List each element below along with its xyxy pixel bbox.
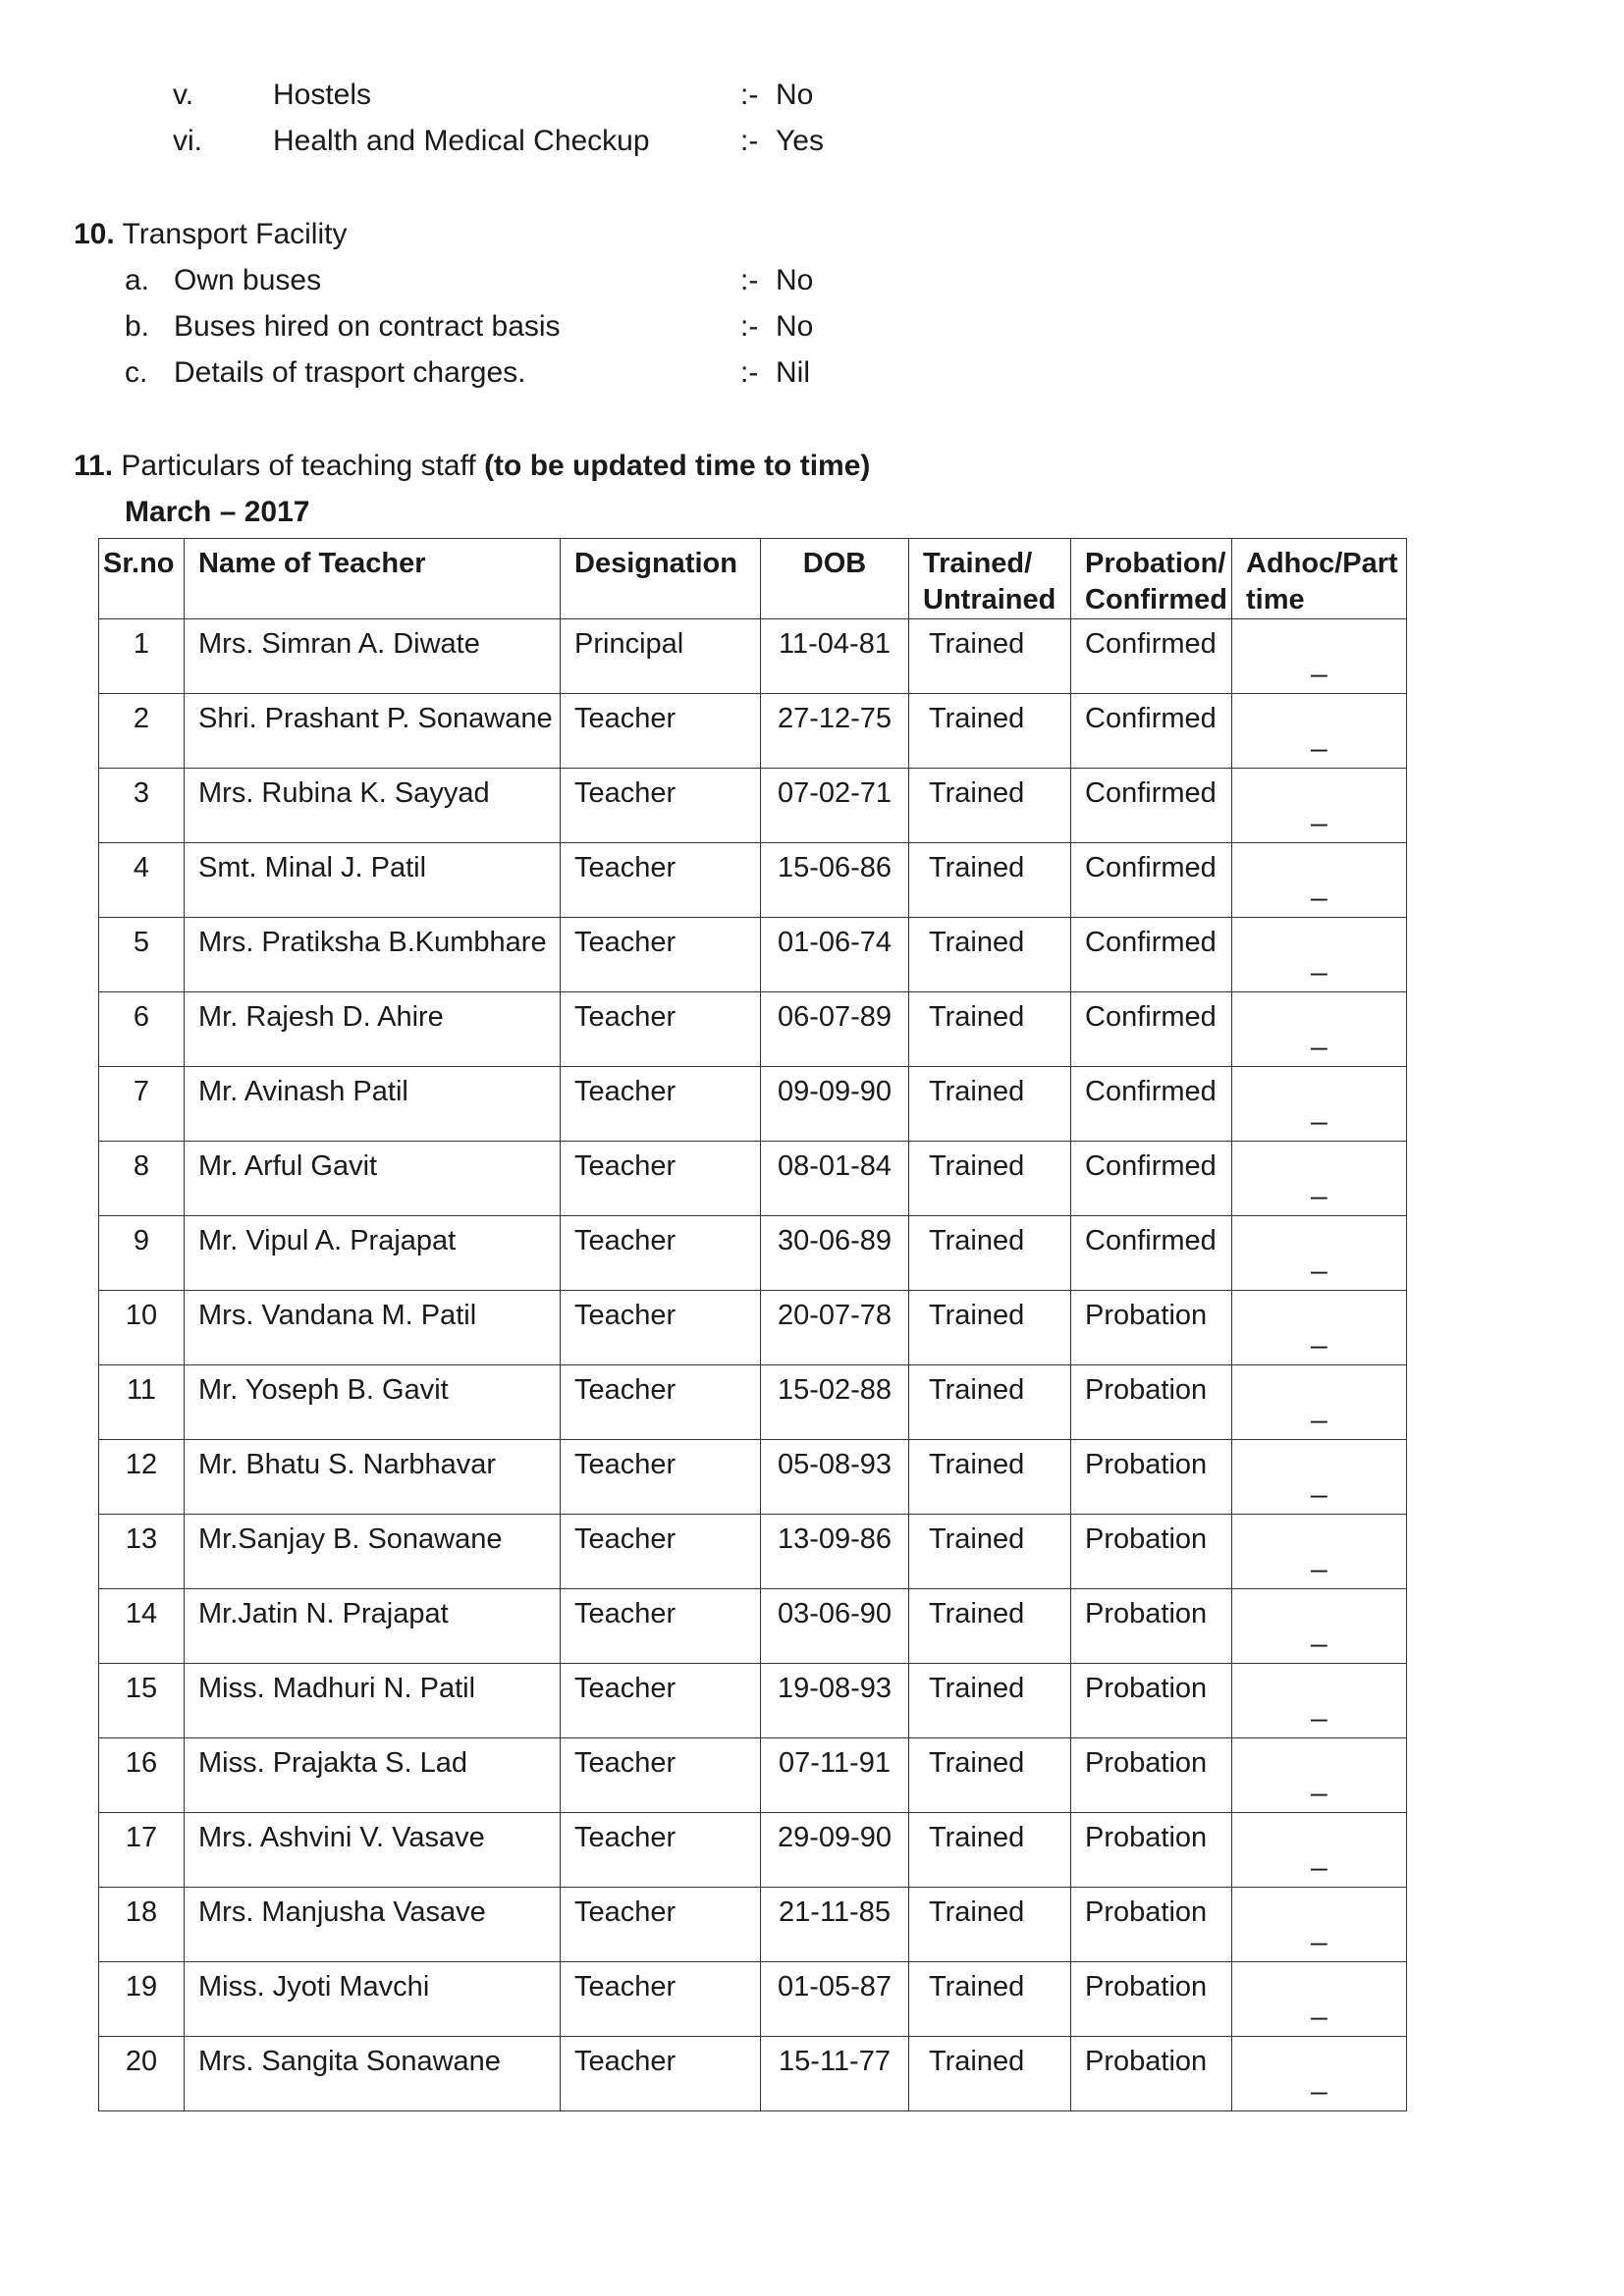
cell-sr-no: 2 [99, 694, 185, 769]
cell-designation: Principal [561, 619, 761, 694]
cell-teacher-name: Mr. Arful Gavit [185, 1142, 561, 1216]
table-row [99, 1888, 1407, 1962]
facility-number: v. [173, 79, 194, 111]
facility-separator: :- [740, 125, 759, 157]
table-row [99, 1589, 1407, 1664]
section-number: 10. [74, 218, 115, 250]
cell-dob: 06-07-89 [761, 992, 909, 1067]
cell-teacher-name: Mr.Sanjay B. Sonawane [185, 1515, 561, 1589]
section-heading-staff [74, 452, 870, 481]
facility-separator: :- [740, 79, 759, 111]
cell-teacher-name: Mr.Jatin N. Prajapat [185, 1589, 561, 1664]
cell-teacher-name: Mr. Bhatu S. Narbhavar [185, 1440, 561, 1515]
table-row [99, 918, 1407, 992]
cell-adhoc: _ [1232, 1888, 1407, 1962]
cell-sr-no: 4 [99, 843, 185, 918]
cell-probation-status: Confirmed [1071, 619, 1232, 694]
cell-adhoc: _ [1232, 1738, 1407, 1813]
cell-sr-no: 3 [99, 769, 185, 843]
cell-teacher-name: Mrs. Pratiksha B.Kumbhare [185, 918, 561, 992]
cell-dob: 15-02-88 [761, 1365, 909, 1440]
cell-adhoc: _ [1232, 1365, 1407, 1440]
cell-trained: Trained [909, 843, 1071, 918]
cell-designation: Teacher [561, 769, 761, 843]
cell-adhoc: _ [1232, 843, 1407, 918]
cell-trained: Trained [909, 769, 1071, 843]
cell-teacher-name: Mrs. Rubina K. Sayyad [185, 769, 561, 843]
staff-period: March – 2017 [125, 496, 310, 528]
cell-sr-no: 14 [99, 1589, 185, 1664]
cell-adhoc: _ [1232, 769, 1407, 843]
facility-value: No [776, 79, 814, 111]
cell-probation-status: Probation [1071, 1738, 1232, 1813]
table-row [99, 992, 1407, 1067]
cell-probation-status: Probation [1071, 1664, 1232, 1738]
cell-probation-status: Probation [1071, 1515, 1232, 1589]
table-row [99, 769, 1407, 843]
cell-dob: 07-11-91 [761, 1738, 909, 1813]
section-title: Transport Facility [122, 218, 348, 250]
cell-sr-no: 16 [99, 1738, 185, 1813]
section-note: (to be updated time to time) [484, 450, 871, 482]
transport-item-value: No [776, 310, 814, 343]
cell-teacher-name: Miss. Madhuri N. Patil [185, 1664, 561, 1738]
cell-trained: Trained [909, 1440, 1071, 1515]
cell-dob: 03-06-90 [761, 1589, 909, 1664]
cell-teacher-name: Shri. Prashant P. Sonawane [185, 694, 561, 769]
header-sr: Sr.no [99, 539, 185, 619]
table-header-row [99, 539, 1407, 619]
cell-sr-no: 1 [99, 619, 185, 694]
cell-dob: 30-06-89 [761, 1216, 909, 1291]
cell-teacher-name: Mrs. Sangita Sonawane [185, 2037, 561, 2111]
cell-trained: Trained [909, 694, 1071, 769]
table-row [99, 1142, 1407, 1216]
cell-trained: Trained [909, 1589, 1071, 1664]
header-trained: Trained/ Untrained [909, 539, 1071, 619]
header-designation: Designation [561, 539, 761, 619]
cell-teacher-name: Mrs. Vandana M. Patil [185, 1291, 561, 1365]
transport-item-value: Nil [776, 356, 810, 389]
cell-adhoc: _ [1232, 918, 1407, 992]
cell-teacher-name: Smt. Minal J. Patil [185, 843, 561, 918]
cell-adhoc: _ [1232, 619, 1407, 694]
transport-item-separator: :- [740, 264, 759, 296]
cell-trained: Trained [909, 918, 1071, 992]
cell-designation: Teacher [561, 843, 761, 918]
cell-sr-no: 11 [99, 1365, 185, 1440]
cell-teacher-name: Mr. Avinash Patil [185, 1067, 561, 1142]
table-row [99, 1664, 1407, 1738]
cell-trained: Trained [909, 1664, 1071, 1738]
transport-item-letter: c. [125, 356, 148, 389]
cell-dob: 11-04-81 [761, 619, 909, 694]
cell-probation-status: Probation [1071, 1589, 1232, 1664]
table-row [99, 2037, 1407, 2111]
cell-trained: Trained [909, 1216, 1071, 1291]
cell-adhoc: _ [1232, 1813, 1407, 1888]
cell-probation-status: Probation [1071, 1962, 1232, 2037]
cell-trained: Trained [909, 1515, 1071, 1589]
cell-designation: Teacher [561, 2037, 761, 2111]
cell-sr-no: 5 [99, 918, 185, 992]
cell-probation-status: Confirmed [1071, 769, 1232, 843]
cell-sr-no: 7 [99, 1067, 185, 1142]
cell-teacher-name: Mr. Vipul A. Prajapat [185, 1216, 561, 1291]
cell-dob: 19-08-93 [761, 1664, 909, 1738]
cell-designation: Teacher [561, 1738, 761, 1813]
cell-designation: Teacher [561, 1589, 761, 1664]
cell-dob: 01-05-87 [761, 1962, 909, 2037]
cell-trained: Trained [909, 1888, 1071, 1962]
cell-probation-status: Confirmed [1071, 843, 1232, 918]
cell-sr-no: 9 [99, 1216, 185, 1291]
cell-probation-status: Probation [1071, 1291, 1232, 1365]
table-row [99, 619, 1407, 694]
cell-sr-no: 12 [99, 1440, 185, 1515]
transport-item-value: No [776, 264, 814, 296]
transport-item-label: Buses hired on contract basis [174, 310, 561, 343]
table-row [99, 694, 1407, 769]
cell-designation: Teacher [561, 1067, 761, 1142]
cell-designation: Teacher [561, 1365, 761, 1440]
facility-value: Yes [776, 125, 824, 157]
table-row [99, 1813, 1407, 1888]
cell-teacher-name: Miss. Jyoti Mavchi [185, 1962, 561, 2037]
cell-dob: 20-07-78 [761, 1291, 909, 1365]
cell-probation-status: Confirmed [1071, 1142, 1232, 1216]
transport-item-label: Details of trasport charges. [174, 356, 526, 389]
cell-trained: Trained [909, 1365, 1071, 1440]
cell-adhoc: _ [1232, 1142, 1407, 1216]
table-row [99, 843, 1407, 918]
cell-probation-status: Probation [1071, 1813, 1232, 1888]
cell-adhoc: _ [1232, 1291, 1407, 1365]
header-dob: DOB [761, 539, 909, 619]
cell-teacher-name: Mr. Yoseph B. Gavit [185, 1365, 561, 1440]
cell-probation-status: Confirmed [1071, 992, 1232, 1067]
cell-sr-no: 19 [99, 1962, 185, 2037]
cell-dob: 21-11-85 [761, 1888, 909, 1962]
cell-adhoc: _ [1232, 1440, 1407, 1515]
cell-designation: Teacher [561, 694, 761, 769]
cell-adhoc: _ [1232, 1589, 1407, 1664]
cell-sr-no: 17 [99, 1813, 185, 1888]
cell-sr-no: 15 [99, 1664, 185, 1738]
facility-label: Health and Medical Checkup [273, 125, 650, 157]
cell-probation-status: Probation [1071, 1888, 1232, 1962]
cell-trained: Trained [909, 1291, 1071, 1365]
cell-trained: Trained [909, 1813, 1071, 1888]
transport-item-letter: a. [125, 264, 150, 296]
cell-teacher-name: Mr. Rajesh D. Ahire [185, 992, 561, 1067]
cell-designation: Teacher [561, 992, 761, 1067]
cell-trained: Trained [909, 2037, 1071, 2111]
header-adhoc: Adhoc/Part time [1232, 539, 1407, 619]
cell-designation: Teacher [561, 1962, 761, 2037]
cell-designation: Teacher [561, 918, 761, 992]
table-row [99, 1291, 1407, 1365]
cell-sr-no: 8 [99, 1142, 185, 1216]
cell-dob: 07-02-71 [761, 769, 909, 843]
cell-sr-no: 6 [99, 992, 185, 1067]
cell-adhoc: _ [1232, 1664, 1407, 1738]
cell-designation: Teacher [561, 1664, 761, 1738]
cell-dob: 08-01-84 [761, 1142, 909, 1216]
cell-adhoc: _ [1232, 1515, 1407, 1589]
transport-item-letter: b. [125, 310, 150, 343]
cell-dob: 13-09-86 [761, 1515, 909, 1589]
cell-dob: 01-06-74 [761, 918, 909, 992]
cell-probation-status: Probation [1071, 1365, 1232, 1440]
cell-trained: Trained [909, 1738, 1071, 1813]
cell-sr-no: 10 [99, 1291, 185, 1365]
cell-dob: 15-11-77 [761, 2037, 909, 2111]
cell-adhoc: _ [1232, 694, 1407, 769]
cell-sr-no: 20 [99, 2037, 185, 2111]
cell-designation: Teacher [561, 1888, 761, 1962]
transport-item-separator: :- [740, 310, 759, 343]
cell-dob: 09-09-90 [761, 1067, 909, 1142]
cell-dob: 27-12-75 [761, 694, 909, 769]
table-row [99, 1738, 1407, 1813]
cell-designation: Teacher [561, 1216, 761, 1291]
cell-dob: 05-08-93 [761, 1440, 909, 1515]
transport-item-label: Own buses [174, 264, 322, 296]
cell-trained: Trained [909, 619, 1071, 694]
cell-trained: Trained [909, 992, 1071, 1067]
cell-probation-status: Confirmed [1071, 918, 1232, 992]
cell-dob: 15-06-86 [761, 843, 909, 918]
cell-designation: Teacher [561, 1440, 761, 1515]
header-name: Name of Teacher [185, 539, 561, 619]
cell-trained: Trained [909, 1962, 1071, 2037]
cell-adhoc: _ [1232, 1216, 1407, 1291]
cell-designation: Teacher [561, 1142, 761, 1216]
cell-teacher-name: Mrs. Manjusha Vasave [185, 1888, 561, 1962]
cell-probation-status: Confirmed [1071, 1216, 1232, 1291]
cell-trained: Trained [909, 1142, 1071, 1216]
table-row [99, 1515, 1407, 1589]
cell-sr-no: 18 [99, 1888, 185, 1962]
cell-teacher-name: Miss. Prajakta S. Lad [185, 1738, 561, 1813]
cell-adhoc: _ [1232, 1962, 1407, 2037]
cell-trained: Trained [909, 1067, 1071, 1142]
table-row [99, 1962, 1407, 2037]
cell-designation: Teacher [561, 1813, 761, 1888]
teaching-staff-table [98, 538, 1407, 2111]
section-title: Particulars of teaching staff [121, 450, 476, 482]
table-row [99, 1365, 1407, 1440]
transport-item-separator: :- [740, 356, 759, 389]
cell-probation-status: Probation [1071, 1440, 1232, 1515]
cell-probation-status: Probation [1071, 2037, 1232, 2111]
cell-sr-no: 13 [99, 1515, 185, 1589]
table-row [99, 1067, 1407, 1142]
cell-probation-status: Confirmed [1071, 1067, 1232, 1142]
section-heading-transport [74, 220, 347, 249]
table-row [99, 1216, 1407, 1291]
facility-label: Hostels [273, 79, 372, 111]
cell-adhoc: _ [1232, 992, 1407, 1067]
section-number: 11. [74, 450, 114, 482]
cell-designation: Teacher [561, 1291, 761, 1365]
table-row [99, 1440, 1407, 1515]
cell-adhoc: _ [1232, 1067, 1407, 1142]
cell-dob: 29-09-90 [761, 1813, 909, 1888]
cell-designation: Teacher [561, 1515, 761, 1589]
cell-adhoc: _ [1232, 2037, 1407, 2111]
facility-number: vi. [173, 125, 202, 157]
cell-teacher-name: Mrs. Simran A. Diwate [185, 619, 561, 694]
cell-probation-status: Confirmed [1071, 694, 1232, 769]
cell-teacher-name: Mrs. Ashvini V. Vasave [185, 1813, 561, 1888]
header-probation: Probation/ Confirmed [1071, 539, 1232, 619]
